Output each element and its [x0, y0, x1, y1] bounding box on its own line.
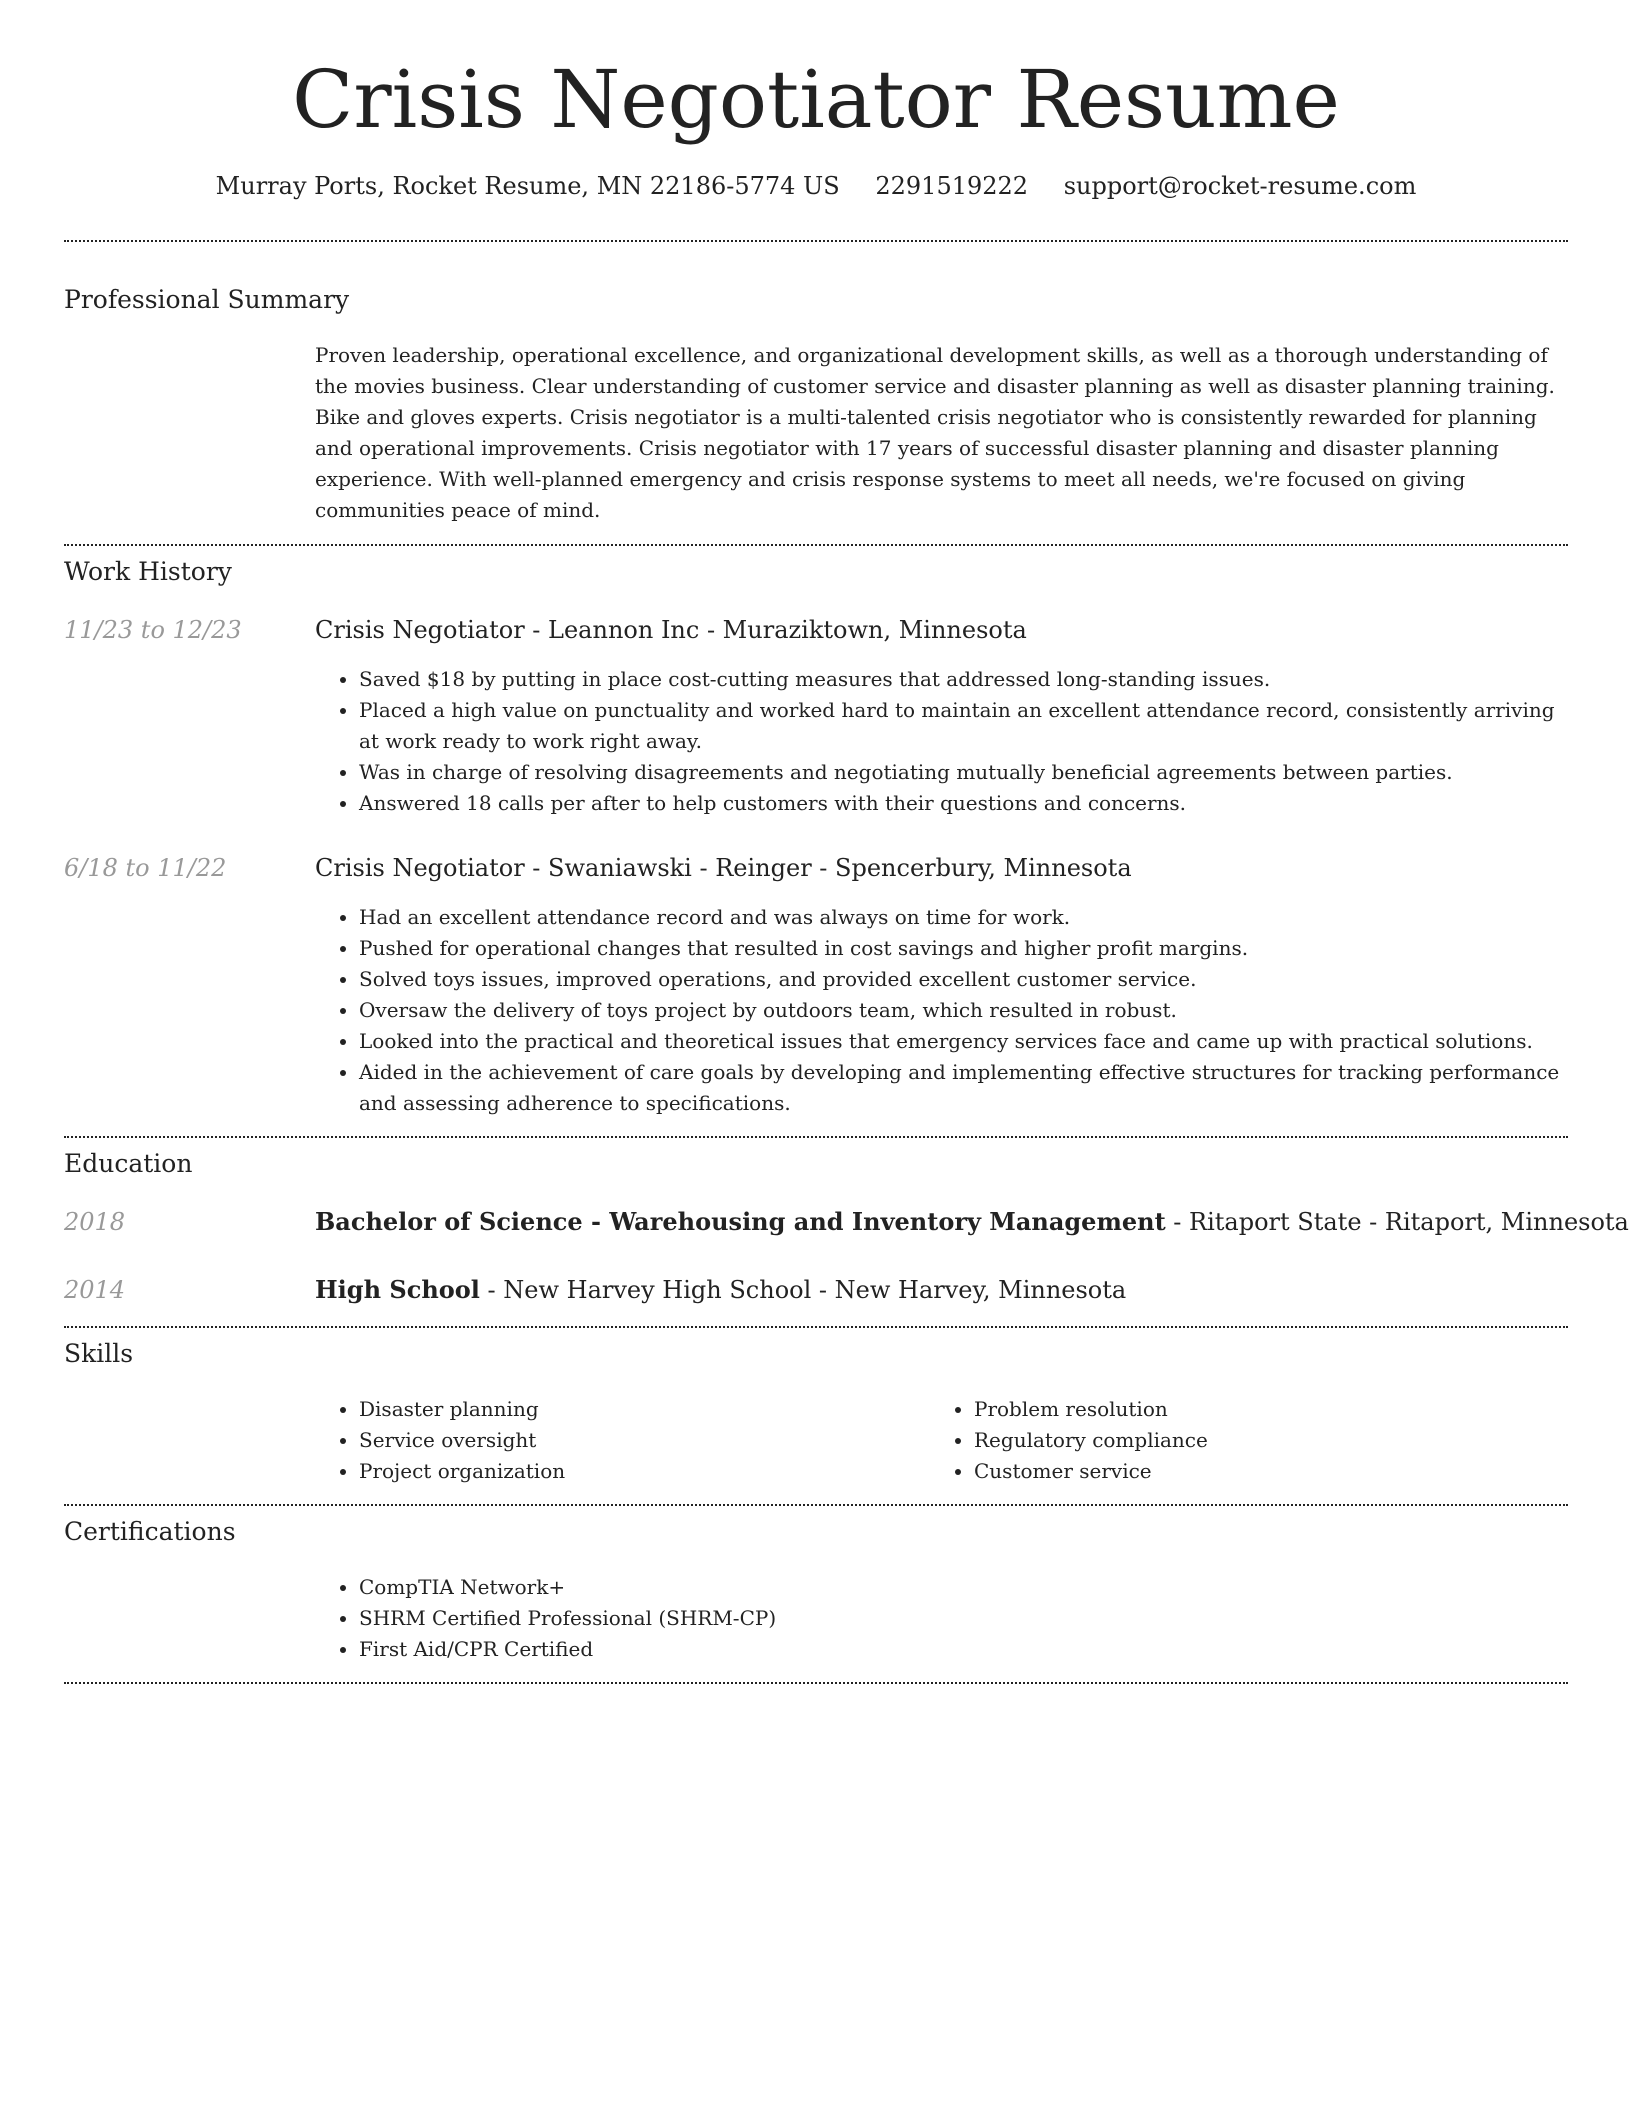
education-school: - New Harvey High School - New Harvey, Minnesota	[479, 1276, 1127, 1304]
job-employer: - Swaniawski - Reinger - Spencerbury, Minnesota	[524, 854, 1132, 882]
certification-item: • SHRM Certified Professional (SHRM-CP)	[359, 1603, 1568, 1634]
contact-phone: 2291519222	[875, 172, 1029, 200]
list-item: • Aided in the achievement of care goals by developing and implementing effective structures for tracking performance and assessing adherence to specifications.	[359, 1057, 1568, 1119]
certifications-list	[315, 1572, 1568, 1665]
list-item: • Pushed for operational changes that resulted in cost savings and higher profit margins.	[359, 933, 1568, 964]
list-item: • Answered 18 calls per after to help customers with their questions and concerns.	[359, 788, 1568, 819]
job-bullets	[315, 902, 1568, 1119]
certification-item: • CompTIA Network+	[359, 1572, 1568, 1603]
skill-item: • Regulatory compliance	[974, 1425, 1545, 1456]
resume-title: Crisis Negotiator Resume	[292, 53, 1340, 146]
summary-heading: Professional Summary	[64, 285, 350, 314]
job-employer: - Leannon Inc - Muraziktown, Minnesota	[524, 616, 1027, 644]
skill-item: • Customer service	[974, 1456, 1545, 1487]
list-item: • Solved toys issues, improved operations, and provided excellent customer service.	[359, 964, 1568, 995]
education-school: - Ritaport State - Ritaport, Minnesota	[1165, 1208, 1629, 1236]
education-heading: Education	[64, 1149, 193, 1178]
skills-list	[315, 1394, 1568, 1487]
list-item: • Looked into the practical and theoretical issues that emergency services face and came up with practical solutions.	[359, 1026, 1568, 1057]
list-item: • Was in charge of resolving disagreements and negotiating mutually beneficial agreements between parties.	[359, 757, 1568, 788]
skills-column-right	[930, 1394, 1545, 1487]
education-entry	[315, 1206, 1629, 1238]
skills-column-left	[315, 1394, 930, 1487]
education-year: 2014	[64, 1276, 126, 1304]
skill-item: • Service oversight	[359, 1425, 930, 1456]
certifications-heading: Certifications	[64, 1517, 236, 1546]
job-dates: 6/18 to 11/22	[64, 854, 227, 882]
work-heading: Work History	[64, 557, 232, 586]
education-entry	[315, 1274, 1568, 1306]
divider	[64, 1136, 1568, 1138]
summary-text: Proven leadership, operational excellence, and organizational development skills, as well as a thorough understanding of the movies business. Clear understanding of customer service and disaster planning as well as disaster planning training. Bike and gloves experts. Crisis negotiator is a multi-talented crisis negotiator who is consistently rewarded for planning and operational improvements. Crisis negotiator with 17 years of successful disaster planning and disaster planning experience. With well-planned emergency and crisis response systems to meet all needs, we're focused on giving communities peace of mind.	[315, 343, 1555, 522]
education-degree: Bachelor of Science - Warehousing and Inventory Management	[315, 1207, 1166, 1236]
job-bullets	[315, 664, 1568, 819]
job-title: Crisis Negotiator	[315, 854, 525, 882]
contact-email: support@rocket-resume.com	[1063, 172, 1417, 200]
job-dates: 11/23 to 12/23	[64, 616, 242, 644]
list-item: • Saved $18 by putting in place cost-cutting measures that addressed long-standing issues.	[359, 664, 1568, 695]
list-item: • Placed a high value on punctuality and worked hard to maintain an excellent attendance record, consistently arriving at work ready to work right away.	[359, 695, 1568, 757]
list-item: • Had an excellent attendance record and was always on time for work.	[359, 902, 1568, 933]
divider	[64, 544, 1568, 546]
education-degree: High School	[315, 1275, 480, 1304]
skills-heading: Skills	[64, 1339, 134, 1368]
contact-line	[64, 170, 1568, 202]
job-heading	[315, 614, 1568, 646]
divider	[64, 1504, 1568, 1506]
job-title: Crisis Negotiator	[315, 616, 525, 644]
skill-item: • Project organization	[359, 1456, 930, 1487]
list-item: • Oversaw the delivery of toys project by outdoors team, which resulted in robust.	[359, 995, 1568, 1026]
skill-item: • Problem resolution	[974, 1394, 1545, 1425]
education-year: 2018	[64, 1208, 126, 1236]
contact-address: Murray Ports, Rocket Resume, MN 22186-5774 US	[215, 172, 840, 200]
certification-item: • First Aid/CPR Certified	[359, 1634, 1568, 1665]
divider	[64, 240, 1568, 242]
job-heading	[315, 852, 1568, 884]
divider	[64, 1326, 1568, 1328]
summary-section	[315, 340, 1568, 526]
divider	[64, 1682, 1568, 1684]
skill-item: • Disaster planning	[359, 1394, 930, 1425]
